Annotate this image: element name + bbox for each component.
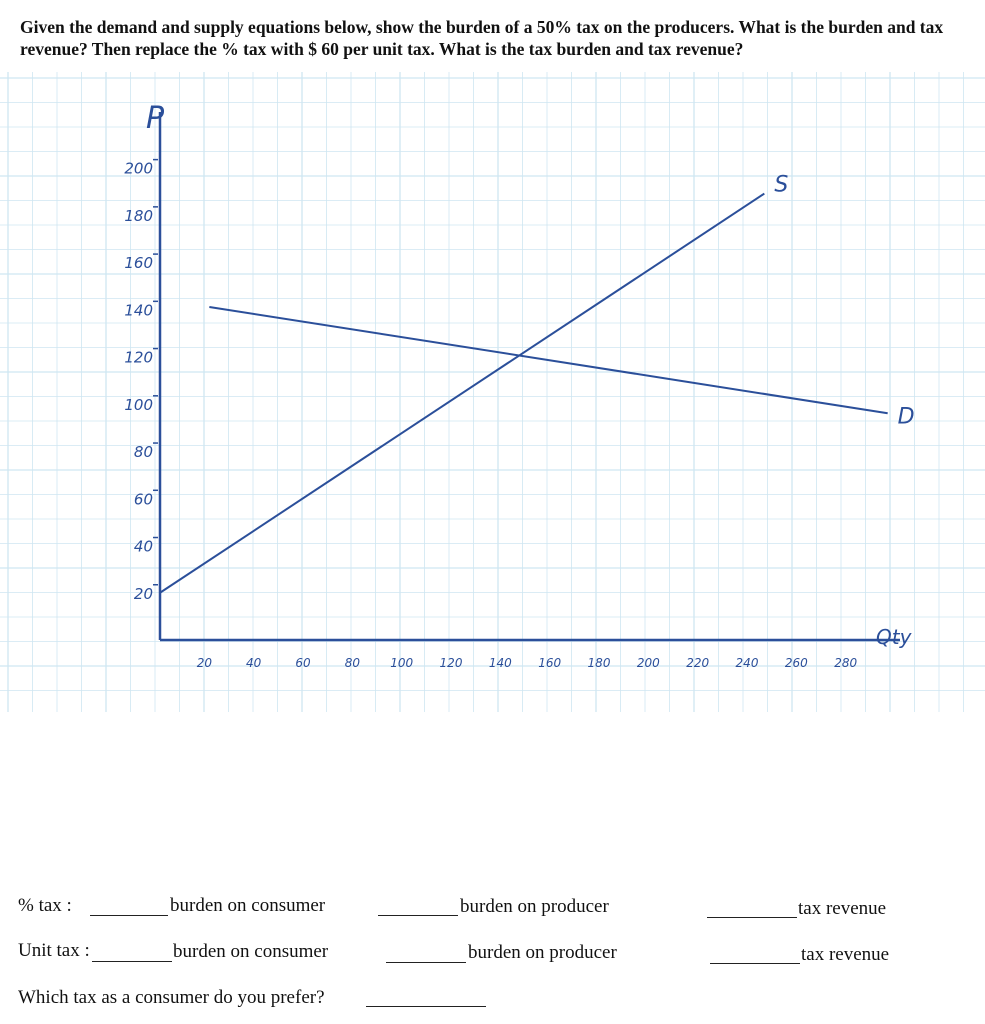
- percent-tax-consumer-label: burden on consumer: [170, 895, 326, 916]
- series-lines: [160, 173, 915, 593]
- y-tick-label: 80: [133, 443, 153, 462]
- x-tick-label: 160: [538, 656, 562, 670]
- supply-line: [160, 194, 764, 593]
- question-text: Given the demand and supply equations below, show the burden of a 50% tax on the producers. What is the burden and tax revenue? Then replace the % tax with $ 60 per unit tax. What is the tax burden and tax revenue?: [20, 17, 944, 59]
- y-tick-label: 40: [133, 537, 153, 556]
- demand-label: D: [897, 404, 915, 430]
- unit-tax-revenue-blank[interactable]: [710, 963, 800, 964]
- supply-demand-chart: [0, 72, 985, 712]
- unit-tax-consumer-label: burden on consumer: [173, 941, 329, 962]
- x-tick-label: 200: [636, 656, 660, 670]
- supply-label: S: [774, 172, 789, 198]
- x-tick-label: 20: [196, 656, 212, 670]
- x-tick-label: 180: [587, 656, 611, 670]
- x-tick-label: 220: [686, 656, 710, 670]
- prefer-question: Which tax as a consumer do you prefer?: [18, 987, 325, 1008]
- x-tick-label: 120: [439, 656, 463, 670]
- x-tick-labels: [197, 656, 858, 670]
- x-axis-label: Qty: [876, 625, 912, 649]
- y-axis-label: P: [146, 101, 165, 136]
- y-tick-label: 180: [124, 206, 153, 225]
- unit-tax-revenue-label: tax revenue: [801, 944, 890, 965]
- x-tick-label: 260: [784, 656, 808, 670]
- unit-tax-consumer-blank[interactable]: [92, 961, 172, 962]
- y-tick-label: 60: [133, 490, 153, 509]
- unit-tax-producer-label: burden on producer: [468, 942, 617, 963]
- x-tick-label: 100: [390, 656, 414, 670]
- unit-tax-producer-blank[interactable]: [386, 962, 466, 963]
- percent-tax-producer-blank[interactable]: [378, 915, 458, 916]
- x-tick-label: 80: [344, 656, 360, 670]
- y-tick-labels: [124, 160, 158, 603]
- percent-tax-revenue-blank[interactable]: [707, 917, 797, 918]
- x-tick-label: 40: [246, 656, 262, 670]
- unit-tax-label: Unit tax :: [18, 940, 90, 961]
- x-tick-label: 280: [834, 656, 858, 670]
- y-tick-label: 140: [124, 301, 153, 320]
- y-tick-label: 200: [124, 159, 153, 178]
- y-tick-label: 120: [124, 348, 153, 367]
- prefer-answer-blank[interactable]: [366, 1006, 486, 1007]
- x-tick-label: 60: [295, 656, 311, 670]
- percent-tax-label: % tax :: [18, 895, 72, 916]
- x-tick-label: 140: [488, 656, 512, 670]
- x-tick-label: 240: [735, 656, 759, 670]
- percent-tax-revenue-label: tax revenue: [798, 898, 887, 919]
- percent-tax-producer-label: burden on producer: [460, 896, 609, 917]
- y-tick-label: 160: [124, 254, 153, 273]
- y-tick-label: 20: [133, 584, 153, 603]
- y-tick-label: 100: [124, 395, 153, 414]
- percent-tax-consumer-blank[interactable]: [90, 915, 168, 916]
